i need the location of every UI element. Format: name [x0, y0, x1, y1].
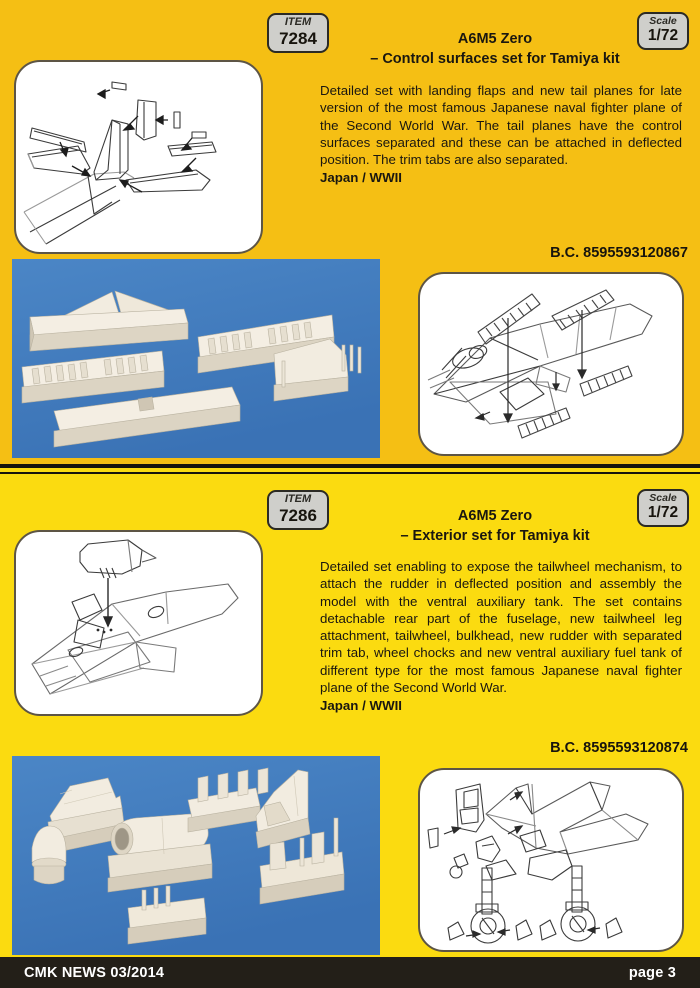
- drawing-panel-3: [14, 530, 263, 716]
- item-badge-1: [267, 13, 329, 53]
- drawing-panel-1: [14, 60, 263, 254]
- scale-badge-label-2: Scale: [649, 492, 677, 504]
- resin-control-surfaces-photo: [12, 259, 380, 458]
- product-description-text-1: Detailed set with landing flaps and new tail planes for late version of the most famous Japanese naval fighter plane of the Second World War. The tail planes have the control surfaces separated and these can be attached in deflected position. The trim tabs are also separated.: [320, 83, 682, 168]
- drawing-panel-2: [418, 272, 684, 456]
- wheels-rudder-exploded-drawing: [420, 770, 682, 950]
- photo-panel-2: [12, 756, 380, 955]
- flap-installation-drawing: [420, 274, 682, 454]
- section-divider-line-secondary: [0, 472, 700, 474]
- product-title-line2-1: – Control surfaces set for Tamiya kit: [370, 51, 620, 67]
- scale-badge-value-2: 1/72: [647, 504, 679, 522]
- resin-exterior-parts-photo: [12, 756, 380, 955]
- photo-panel-1: [12, 259, 380, 458]
- barcode-text-2: B.C. 8595593120874: [550, 740, 688, 756]
- item-badge-value-1: 7284: [279, 28, 317, 48]
- product-country-1: Japan / WWII: [320, 170, 403, 186]
- product-title-2: [330, 506, 660, 546]
- product-description-1: [320, 82, 682, 187]
- ventral-tank-drawing: [16, 532, 261, 714]
- tail-exploded-drawing: [16, 62, 261, 252]
- item-badge-label-2: ITEM: [284, 493, 312, 505]
- drawing-panel-4: [418, 768, 684, 952]
- product-title-1: [330, 29, 660, 69]
- item-badge-label-1: ITEM: [284, 16, 312, 28]
- section-divider-line: [0, 464, 700, 468]
- scale-badge-label-1: Scale: [649, 15, 677, 27]
- product-title-line1-1: A6M5 Zero: [457, 31, 533, 47]
- product-description-2: [320, 558, 682, 715]
- item-badge-2: [267, 490, 329, 530]
- footer-left-text: CMK NEWS 03/2014: [24, 964, 165, 981]
- scale-badge-value-1: 1/72: [647, 27, 679, 45]
- barcode-text-1: B.C. 8595593120867: [550, 245, 688, 261]
- product-country-2: Japan / WWII: [320, 698, 403, 714]
- page-footer: [0, 957, 700, 988]
- product-title-line2-2: – Exterior set for Tamiya kit: [400, 528, 590, 544]
- product-description-text-2: Detailed set enabling to expose the tailwheel mechanism, to attach the rudder in deflected position and assembly the model with the ventral auxiliary tank. The set contains detachable rear part of the fuselage, new tailwheel leg attachment, tailwheel, bulkhead, new rudder with separated trim tab, wheel chocks and new ventral auxiliary fuel tank of different type for the most famous Japanese naval fighter plane of the Second World War.: [320, 559, 682, 695]
- product-title-line1-2: A6M5 Zero: [457, 508, 533, 524]
- item-badge-value-2: 7286: [279, 505, 317, 525]
- footer-right-text: page 3: [628, 964, 676, 981]
